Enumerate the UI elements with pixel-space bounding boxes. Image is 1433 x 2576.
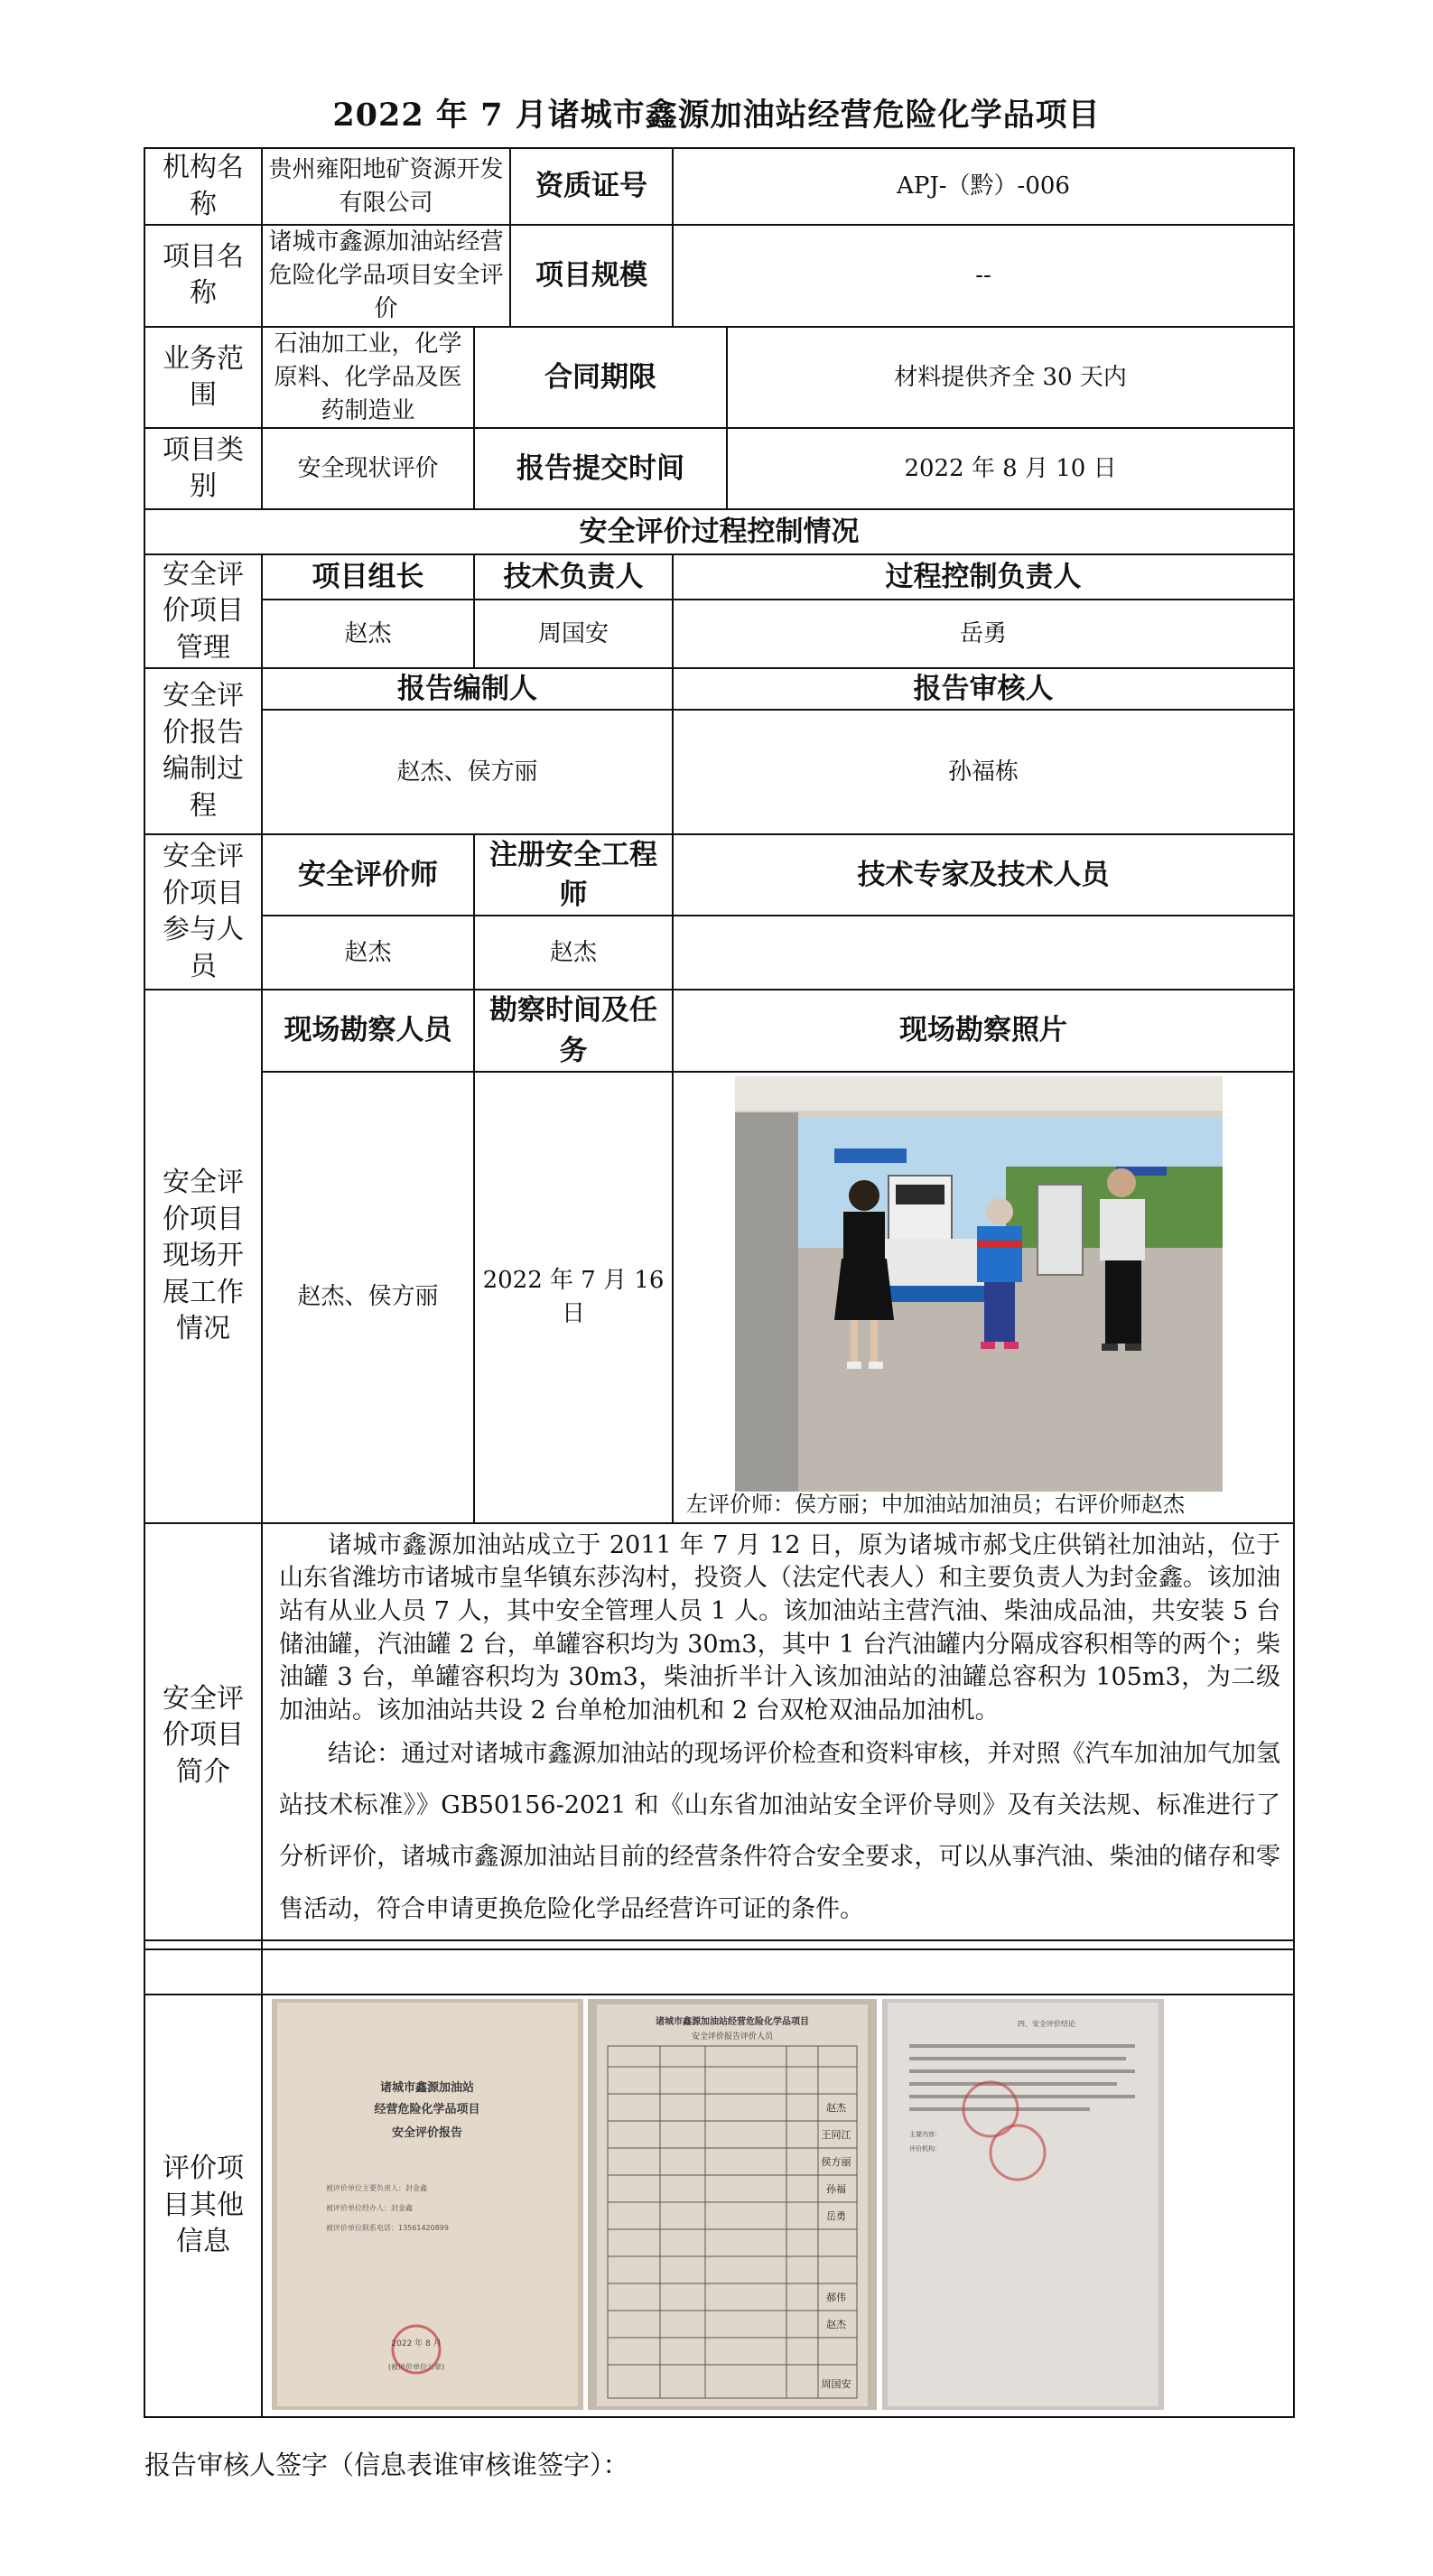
signature-5: 岳勇 [826,2210,846,2222]
reviewer-value: 孙福栋 [673,710,1294,834]
document-title: 2022 年 7 月诸城市鑫源加油站经营危险化学品项目 [332,97,1101,134]
engineer-header: 注册安全工程师 [474,834,673,916]
cover-line-2: 经营危险化学品项目 [374,2103,480,2116]
submit-label: 报告提交时间 [474,428,727,509]
signature-7: 赵杰 [826,2319,846,2330]
project-name-value: 诸城市鑫源加油站经营危险化学品项目安全评价 [262,225,510,327]
survey-time-value: 2022 年 7 月 16 日 [474,1072,673,1523]
other-info-docs [262,1995,1294,2417]
engineer-value: 赵杰 [474,916,673,990]
conclusion-page-photo [882,1999,1164,2410]
conclusion-subhead-1: 主要内容： [909,2131,941,2138]
cert-value: APJ-（黔）-006 [673,148,1294,225]
compiler-value: 赵杰、侯方丽 [262,710,673,834]
tech-value: 周国安 [474,600,673,668]
report-cover-photo [272,1999,583,2410]
intro-conclusion: 结论：通过对诸城市鑫源加油站的现场评价检查和资料审核，并对照《汽车加油加气加氢站技术标准》》GB50156-2021 和《山东省加油站安全评价导则》及有关法规、标准进行了分析评价，诸城市鑫源加油站目前的经营条件符合安全要求，可以从事汽油、柴油的储存和零售活动，符合申请更换危险化学品经营许可证的条件。 [279,1739,1281,1923]
blank-label-cell [144,1940,262,1995]
participants-label: 安全评价项目参与人员 [144,834,262,990]
evaluator-header: 安全评价师 [262,834,474,916]
leader-value: 赵杰 [262,600,474,668]
intro-cell [262,1523,1294,1949]
site-survey-photo [735,1076,1223,1492]
intro-label: 安全评价项目简介 [144,1523,262,1949]
process-section-header: 安全评价过程控制情况 [144,509,1294,554]
experts-value [673,916,1294,990]
tech-header: 技术负责人 [474,554,673,600]
org-value: 贵州雍阳地矿资源开发有限公司 [262,148,510,225]
type-value: 安全现状评价 [262,428,474,509]
signature-8: 周国安 [821,2378,851,2390]
conclusion-page-image [882,1999,1164,2410]
photo-caption: 左评价师：侯方丽；中加油站加油员；右评价师赵杰 [686,1492,1186,1518]
compiler-header: 报告编制人 [262,668,673,710]
experts-header: 技术专家及技术人员 [673,834,1294,916]
blank-value-cell [262,1940,1294,1995]
site-photo-image [735,1076,1223,1492]
cover-date: 2022 年 8 月 [391,2339,442,2348]
field-label: 安全评价项目现场开展工作情况 [144,990,262,1522]
control-header: 过程控制负责人 [673,554,1294,600]
signature-6: 郝伟 [826,2292,846,2303]
cover-line-3: 安全评价报告 [391,2126,463,2140]
control-value: 岳勇 [673,600,1294,668]
evaluator-value: 赵杰 [262,916,474,990]
intro-paragraph: 诸城市鑫源加油站成立于 2011 年 7 月 12 日，原为诸城市郝戈庄供销社加油站，位于山东省潍坊市诸城市皇华镇东莎沟村，投资人（法定代表人）和主要负责人为封金鑫。该加油站有从业人员 7 人，其中安全管理人员 1 人。该加油站主营汽油、柴油成品油，共安装 5 台储油罐，汽油罐 2 台，单罐容积均为 30m3，其中 1 台汽油罐内分隔成容积相等的两个；柴油罐 3 台，单罐容积均为 30m3，柴油折半计入该加油站的油罐总容积为 105m3，为二级加油站。该加油站共设 2 台单枪加油机和 2 台双枪双油品加油机。 [279,1530,1281,1725]
cover-field-1: 被评价单位主要负责人：封金鑫 [326,2184,427,2192]
submit-value: 2022 年 8 月 10 日 [727,428,1294,509]
type-label: 项目类别 [144,428,262,509]
scale-value: -- [673,225,1294,327]
site-photo-cell [673,1072,1294,1523]
mgmt-label: 安全评价项目管理 [144,554,262,668]
signature-1: 赵杰 [826,2102,846,2114]
cover-field-2: 被评价单位经办人：封金鑫 [326,2204,413,2212]
sheet-title-1: 诸城市鑫源加油站经营危险化学品项目 [656,2017,809,2027]
reviewer-signature-note: 报告审核人签字（信息表谁审核谁签字）： [144,2450,629,2480]
personnel-sheet-photo [588,1999,877,2410]
signature-4: 孙福 [826,2183,846,2195]
reviewer-header: 报告审核人 [673,668,1294,710]
project-name-label: 项目名称 [144,225,262,327]
cover-line-1: 诸城市鑫源加油站 [379,2081,475,2095]
org-label: 机构名称 [144,148,262,225]
other-info-table [144,1939,1295,2418]
personnel-sheet-image [588,1999,877,2410]
compile-label: 安全评价报告编制过程 [144,668,262,834]
surveyors-header: 现场勘察人员 [262,990,474,1071]
photos-header: 现场勘察照片 [673,990,1294,1071]
contract-value: 材料提供齐全 30 天内 [727,327,1294,429]
scope-label: 业务范围 [144,327,262,429]
contract-label: 合同期限 [474,327,727,429]
sheet-title-2: 安全评价报告评价人员 [691,2032,774,2041]
scope-value: 石油加工业，化学原料、化学品及医药制造业 [262,327,474,429]
cert-label: 资质证号 [510,148,673,225]
cover-stamp: (被评价单位公章) [387,2363,445,2371]
survey-time-header: 勘察时间及任务 [474,990,673,1071]
scale-label: 项目规模 [510,225,673,327]
main-info-table [144,147,1295,1950]
other-info-label: 评价项目其他信息 [144,1995,262,2417]
cover-field-3: 被评价单位联系电话：13561420899 [326,2224,449,2232]
leader-header: 项目组长 [262,554,474,600]
surveyors-value: 赵杰、侯方丽 [262,1072,474,1523]
signature-2: 王同江 [821,2129,851,2141]
conclusion-heading: 四、安全评价结论 [1018,2020,1075,2028]
conclusion-subhead-2: 评价机构： [909,2145,941,2153]
report-cover-image [272,1999,583,2410]
signature-3: 侯方丽 [821,2156,851,2168]
